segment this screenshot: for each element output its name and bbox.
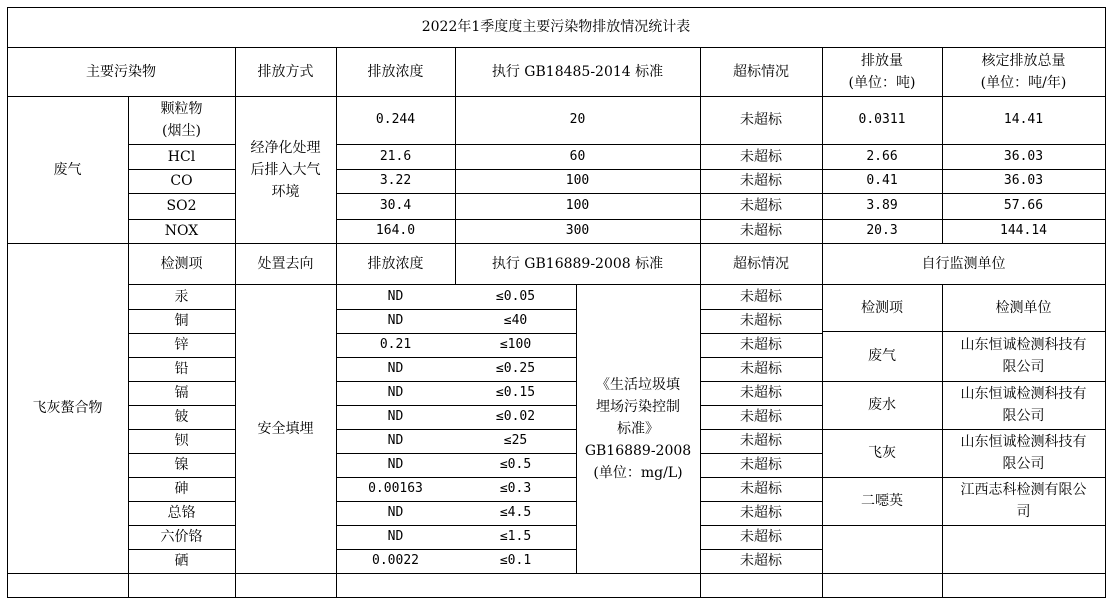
gas-concentration: 30.4 — [379, 198, 412, 213]
grid-line — [576, 284, 577, 574]
gas-concentration: 0.244 — [375, 112, 416, 127]
ash-item: 铍 — [174, 409, 189, 425]
gas-total: 14.41 — [1003, 112, 1044, 127]
ash-exceed: 未超标 — [740, 433, 782, 449]
ash-limit: ≤4.5 — [499, 505, 532, 520]
ash-concentration: ND — [387, 505, 404, 520]
header-pollutant: 主要污染物 — [86, 63, 156, 80]
grid-line — [700, 309, 823, 310]
gas-concentration: 21.6 — [379, 148, 412, 164]
ash-item: 总铬 — [167, 505, 196, 521]
gas-item: 颗粒物 (烟尘) — [160, 101, 203, 139]
ash-item: 砷 — [174, 481, 189, 497]
ash-exceed: 未超标 — [740, 409, 782, 425]
grid-line — [128, 309, 236, 310]
grid-line — [822, 243, 823, 598]
grid-line — [700, 549, 823, 550]
ash-limit: ≤0.1 — [499, 553, 532, 568]
ash-exceed: 未超标 — [740, 481, 782, 497]
ash-item: 铅 — [174, 361, 189, 377]
grid-line — [128, 477, 236, 478]
grid-line — [700, 357, 823, 358]
gas-standard: 100 — [565, 198, 590, 213]
grid-line — [7, 7, 1106, 8]
grid-line — [822, 47, 823, 244]
grid-line — [700, 477, 823, 478]
gas-item: HCl — [167, 148, 196, 165]
ash-exceed: 未超标 — [740, 288, 782, 305]
ash-concentration: 0.00163 — [368, 481, 423, 496]
ash-exceed: 未超标 — [740, 337, 782, 353]
monitor-header-item: 检测项 — [861, 299, 903, 316]
grid-line — [700, 243, 701, 598]
gas-standard: 300 — [565, 223, 590, 238]
ash-concentration: ND — [387, 433, 404, 448]
ash-concentration: ND — [387, 409, 404, 424]
ash-limit: ≤25 — [503, 433, 528, 448]
grid-line — [128, 429, 236, 430]
gas-exceed: 未超标 — [740, 198, 782, 214]
ash-item: 铜 — [174, 313, 189, 329]
grid-line — [455, 243, 456, 285]
gas-item: SO2 — [166, 198, 197, 214]
monitor-item: 废气 — [868, 348, 896, 364]
ash-header-monitor: 自行监测单位 — [921, 255, 1006, 272]
ash-item: 钡 — [174, 433, 189, 449]
monitor-header-unit: 检测单位 — [995, 299, 1052, 316]
gas-amount: 2.66 — [866, 148, 898, 164]
ash-concentration: ND — [387, 385, 404, 400]
grid-line — [822, 477, 1106, 478]
grid-line — [128, 193, 236, 194]
ash-header-exceed: 超标情况 — [733, 255, 789, 272]
gas-exceed: 未超标 — [740, 148, 782, 165]
grid-line — [822, 429, 1106, 430]
header-exceed: 超标情况 — [733, 63, 789, 80]
grid-line — [336, 549, 577, 550]
gas-total: 57.66 — [1003, 198, 1044, 213]
ash-destination-cell: 安全填埋 — [257, 420, 314, 437]
grid-line — [700, 333, 823, 334]
monitor-item: 飞灰 — [868, 445, 896, 461]
gas-amount: 20.3 — [866, 223, 898, 238]
grid-line — [128, 357, 236, 358]
grid-line — [822, 525, 1106, 526]
grid-line — [128, 405, 236, 406]
ash-item: 六价铬 — [160, 529, 203, 545]
ash-limit: ≤0.02 — [495, 409, 536, 424]
grid-line — [336, 333, 577, 334]
ash-limit: ≤100 — [499, 337, 532, 352]
grid-line — [128, 169, 236, 170]
gas-item: CO — [170, 173, 193, 189]
ash-header-item: 检测项 — [160, 255, 203, 272]
grid-line — [235, 243, 236, 598]
gas-exceed: 未超标 — [740, 112, 782, 128]
ash-limit: ≤40 — [503, 313, 528, 328]
ash-limit: ≤0.5 — [499, 457, 532, 472]
header-standard: 执行 GB18485-2014 标准 — [491, 63, 664, 80]
grid-line — [128, 549, 236, 550]
grid-line — [700, 405, 823, 406]
grid-line — [336, 357, 577, 358]
gas-concentration: 164.0 — [375, 223, 416, 238]
gas-amount: 0.41 — [866, 173, 898, 188]
ash-limit: ≤1.5 — [499, 529, 532, 544]
grid-line — [128, 243, 129, 598]
grid-line — [822, 381, 1106, 382]
ash-exceed: 未超标 — [740, 361, 782, 377]
grid-line — [128, 144, 236, 145]
grid-line — [128, 453, 236, 454]
gas-method-cell: 经净化处理 后排入大气 环境 — [250, 139, 321, 200]
ash-limit: ≤0.25 — [495, 361, 536, 376]
gas-item: NOX — [164, 223, 199, 239]
grid-line — [336, 47, 337, 244]
header-method: 排放方式 — [257, 63, 314, 80]
grid-line — [336, 453, 577, 454]
grid-line — [336, 219, 1106, 220]
ash-standard-note: 《生活垃圾填 埋场污染控制 标准》 GB16889-2008 (单位：mg/L) — [584, 376, 692, 481]
grid-line — [336, 477, 577, 478]
ash-exceed: 未超标 — [740, 529, 782, 545]
ash-concentration: 0.21 — [379, 337, 412, 352]
gas-exceed: 未超标 — [740, 223, 782, 239]
gas-standard: 100 — [565, 173, 590, 188]
grid-line — [700, 453, 823, 454]
grid-line — [336, 429, 577, 430]
gas-exceed: 未超标 — [740, 173, 782, 189]
gas-total: 36.03 — [1003, 148, 1044, 164]
gas-standard: 20 — [569, 112, 586, 127]
grid-line — [336, 243, 337, 598]
ash-concentration: ND — [387, 361, 404, 376]
ash-exceed: 未超标 — [740, 505, 782, 521]
grid-line — [235, 47, 236, 244]
grid-line — [336, 309, 577, 310]
ash-exceed: 未超标 — [740, 313, 782, 329]
grid-line — [128, 219, 236, 220]
grid-line — [942, 47, 943, 244]
ash-limit: ≤0.3 — [499, 481, 532, 496]
grid-line — [128, 333, 236, 334]
monitor-unit: 山东恒诚检测科技有 限公司 — [960, 337, 1087, 375]
grid-line — [336, 381, 577, 382]
grid-line — [336, 525, 577, 526]
grid-line — [128, 525, 236, 526]
monitor-item: 二噁英 — [861, 493, 903, 509]
grid-line — [336, 193, 1106, 194]
ash-limit: ≤0.05 — [495, 288, 536, 304]
header-concentration: 排放浓度 — [367, 63, 424, 80]
ash-header-destination: 处置去向 — [257, 255, 314, 272]
ash-exceed: 未超标 — [740, 385, 782, 401]
ash-item: 汞 — [174, 288, 189, 305]
grid-line — [336, 144, 1106, 145]
gas-amount: 0.0311 — [858, 112, 906, 127]
ash-concentration: ND — [387, 457, 404, 472]
grid-line — [700, 381, 823, 382]
monitor-unit: 山东恒诚检测科技有 限公司 — [960, 434, 1087, 472]
ash-group-label: 飞灰螯合物 — [32, 400, 103, 416]
ash-concentration: ND — [387, 529, 404, 544]
ash-concentration: 0.0022 — [372, 553, 419, 568]
grid-line — [455, 47, 456, 244]
grid-line — [128, 381, 236, 382]
grid-line — [822, 331, 1106, 332]
gas-total: 144.14 — [1000, 223, 1047, 238]
header-total: 核定排放总量 (单位：吨/年) — [980, 52, 1067, 91]
ash-item: 镍 — [174, 457, 189, 473]
monitor-unit: 江西志科检测有限公 司 — [960, 482, 1087, 520]
gas-group-label: 废气 — [53, 161, 82, 178]
grid-line — [128, 501, 236, 502]
grid-line — [336, 169, 1106, 170]
grid-line — [336, 405, 577, 406]
grid-line — [700, 429, 823, 430]
ash-header-concentration: 排放浓度 — [367, 255, 424, 272]
gas-concentration: 3.22 — [379, 173, 412, 188]
ash-concentration: ND — [387, 313, 404, 328]
header-amount: 排放量 (单位：吨) — [848, 52, 916, 91]
grid-line — [128, 284, 823, 285]
ash-item: 硒 — [174, 553, 189, 569]
monitor-item: 废水 — [868, 397, 896, 413]
grid-line — [336, 501, 577, 502]
gas-standard: 60 — [569, 148, 586, 164]
grid-line — [700, 47, 701, 244]
gas-amount: 3.89 — [866, 198, 898, 213]
ash-concentration: ND — [387, 288, 404, 304]
ash-header-standard: 执行 GB16889-2008 标准 — [491, 255, 664, 272]
gas-total: 36.03 — [1003, 173, 1044, 188]
ash-item: 镉 — [174, 385, 189, 401]
ash-item: 锌 — [174, 337, 189, 353]
grid-line — [700, 501, 823, 502]
grid-line — [942, 284, 943, 598]
ash-exceed: 未超标 — [740, 553, 782, 569]
page-title: 2022年1季度度主要污染物排放情况统计表 — [421, 19, 691, 35]
ash-limit: ≤0.15 — [495, 385, 536, 400]
grid-line — [700, 525, 823, 526]
grid-line — [128, 96, 129, 244]
grid-line — [822, 284, 1106, 285]
monitor-unit: 山东恒诚检测科技有 限公司 — [960, 386, 1087, 424]
ash-exceed: 未超标 — [740, 457, 782, 473]
